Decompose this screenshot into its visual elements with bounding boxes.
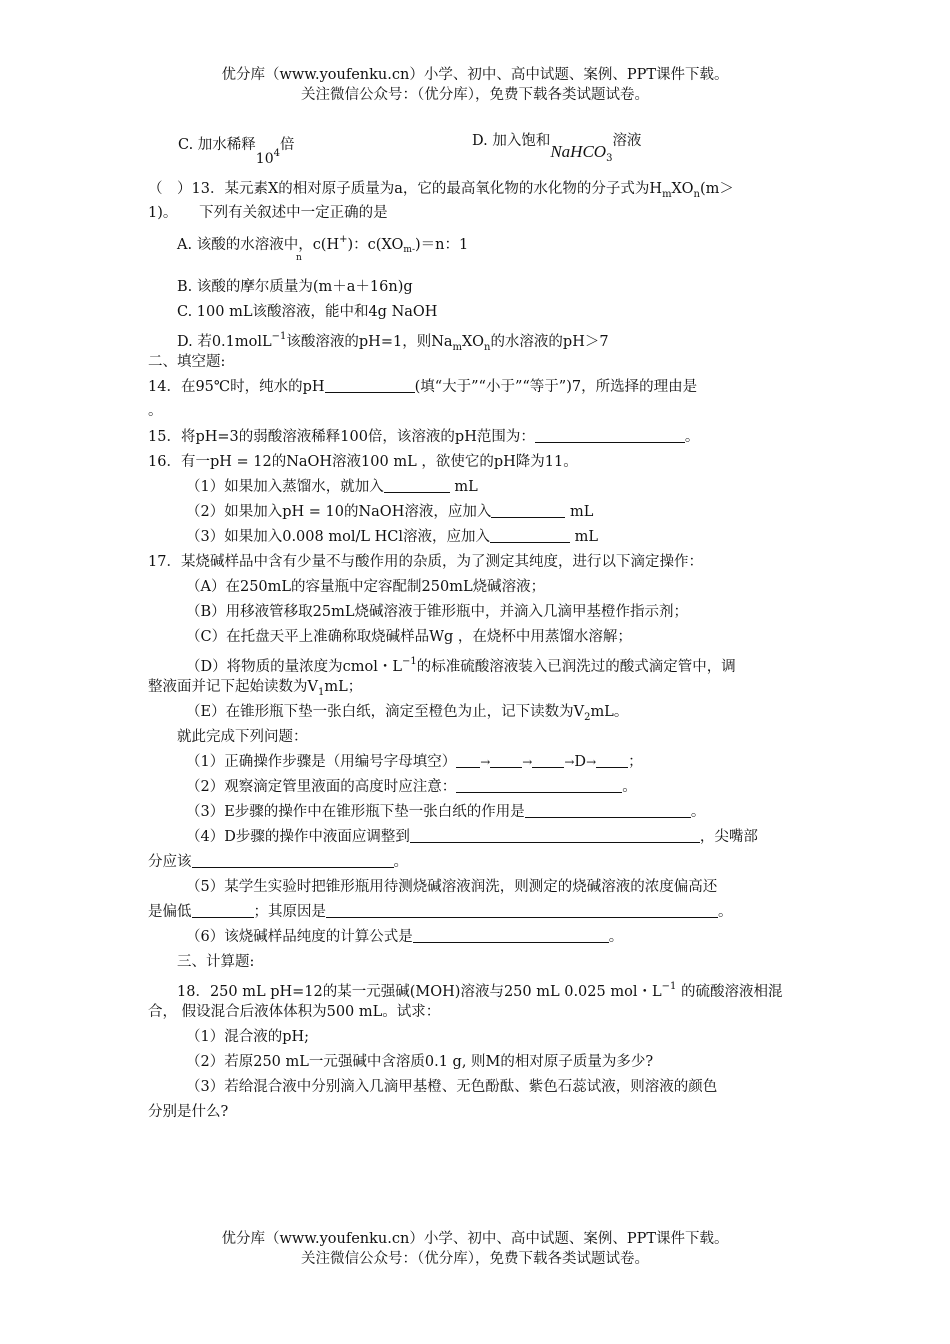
q17-part-5-text: 是偏低 xyxy=(148,904,192,920)
q13-option-d-end: 的水溶液的pH＞7 xyxy=(490,334,609,350)
q18-stem-line-1 xyxy=(177,977,782,1002)
footer-line-2: 关注微信公众号：（优分库），免费下载各类试题试卷。 xyxy=(301,1251,649,1267)
q17-step-d-text: （D）将物质的量浓度为cmol・L xyxy=(186,659,402,675)
q17-part-5-line-1: （5）某学生实验时把锥形瓶用待测烧碱溶液润洗，则测定的烧碱溶液的浓度偏高还 xyxy=(186,879,718,895)
q15-answer-blank[interactable] xyxy=(535,428,685,443)
header-line-2: 关注微信公众号：（优分库），免费下载各类试题试卷。 xyxy=(301,87,649,103)
q14-line-2: 。 xyxy=(148,403,163,419)
q17-part-2 xyxy=(186,777,637,797)
q17-part-5-blank-2[interactable] xyxy=(326,903,718,918)
q13-stem-line-2: 1)。 下列有关叙述中一定正确的是 xyxy=(148,205,388,221)
q14-suffix: (填“大于”“小于”“等于”)7，所选择的理由是 xyxy=(414,379,698,395)
q17-step-d-unit: mL； xyxy=(324,679,363,695)
q17-part-1-step-d: D xyxy=(574,754,587,770)
q13-stem-text: （ ）13．某元素X的相对原子质量为a，它的最高氧化物的水化物的分子式为H xyxy=(148,181,663,197)
q13-option-a xyxy=(177,230,468,260)
q17-step-d-line-2 xyxy=(148,677,362,703)
q17-part-4-end: 。 xyxy=(393,854,408,870)
q18-stem-suffix: 的硫酸溶液相混 xyxy=(680,984,783,1000)
q17-part-5-line-2 xyxy=(148,902,733,922)
q17-step-b: （B）用移液管移取25mL烧碱溶液于锥形瓶中，并滴入几滴甲基橙作指示剂； xyxy=(186,604,688,620)
subscript-n: n xyxy=(483,342,491,353)
q17-step-e xyxy=(186,702,628,728)
q17-step-a: （A）在250mL的容量瓶中定容配制250mL烧碱溶液； xyxy=(186,579,546,595)
q17-step-e-unit: mL。 xyxy=(590,704,629,720)
q17-part-6-text: （6）该烧碱样品纯度的计算公式是 xyxy=(186,929,413,945)
q12-option-c-text: C. 加水稀释 xyxy=(178,137,256,153)
superscript: −1 xyxy=(271,331,287,342)
subscript-2: 2 xyxy=(584,712,591,723)
q17-part-1-text: （1）正确操作步骤是（用编号字母填空） xyxy=(186,754,457,770)
footer-line-1: 优分库（www.youfenku.cn）小学、初中、高中试题、案例、PPT课件下载。 xyxy=(221,1231,729,1247)
q17-part-2-text: （2）观察滴定管里液面的高度时应注意： xyxy=(186,779,457,795)
q16-part-2 xyxy=(186,502,593,522)
q17-part-1-blank-2[interactable] xyxy=(490,753,522,768)
q18-stem-line-2: 合， 假设混合后液体体积为500 mL。试求： xyxy=(148,1004,441,1020)
q17-part-5-blank-1[interactable] xyxy=(192,903,254,918)
q13-option-a-sub-n: n xyxy=(296,253,302,263)
q16-stem: 16．有一pH = 12的NaOH溶液100 mL ，欲使它的pH降为11。 xyxy=(148,454,578,470)
q13-option-b: B. 该酸的摩尔质量为(m＋a＋16n)g xyxy=(177,279,413,295)
q12-option-c xyxy=(178,130,295,167)
formula-text: NaHCO xyxy=(550,142,607,161)
q16-part-2-text: （2）如果加入pH = 10的NaOH溶液，应加入 xyxy=(186,504,492,520)
section-2-title: 二、填空题: xyxy=(148,354,226,370)
q17-part-6-blank[interactable] xyxy=(413,928,609,943)
arrow-icon: → xyxy=(586,755,597,769)
formula-subscript: 3 xyxy=(606,153,613,164)
q17-part-4-line-2 xyxy=(148,852,408,872)
q18-part-3-line-1: （3）若给混合液中分别滴入几滴甲基橙、无色酚酞、紫色石蕊试液，则溶液的颜色 xyxy=(186,1079,718,1095)
q14-answer-blank[interactable] xyxy=(325,378,415,393)
q17-part-6 xyxy=(186,927,623,947)
q17-step-d-suffix: 的标准硫酸溶液装入已润洗过的酸式滴定管中，调 xyxy=(416,659,736,675)
arrow-icon: → xyxy=(564,755,575,769)
q16-part-1-text: （1）如果加入蒸馏水，就加入 xyxy=(186,479,384,495)
q17-part-4-cont: 分应该 xyxy=(148,854,192,870)
q13-stem-end: (m＞ xyxy=(699,181,734,197)
q17-step-d-cont: 整液面并记下起始读数为V xyxy=(148,679,318,695)
subscript-m: m xyxy=(662,189,672,200)
q16-part-3-blank[interactable] xyxy=(490,528,570,543)
q12-option-d xyxy=(472,130,642,164)
q12-option-d-text: D. 加入饱和 xyxy=(472,133,551,149)
q17-part-4-text: （4）D步骤的操作中液面应调整到 xyxy=(186,829,410,845)
q17-part-5-mid: ；其原因是 xyxy=(253,904,326,920)
q16-part-3-unit: mL xyxy=(574,529,598,545)
header-line-1: 优分库（www.youfenku.cn）小学、初中、高中试题、案例、PPT课件下载。 xyxy=(221,67,729,83)
q16-part-2-blank[interactable] xyxy=(491,503,565,518)
q16-part-3-text: （3）如果加入0.008 mol/L HCl溶液，应加入 xyxy=(186,529,490,545)
q13-option-a-mid: )：c(XO xyxy=(347,237,404,253)
q16-part-1-unit: mL xyxy=(454,479,478,495)
q15-suffix: 。 xyxy=(684,429,700,445)
q17-part-3 xyxy=(186,802,705,822)
q13-option-d xyxy=(177,327,609,358)
q15-line xyxy=(148,427,699,447)
q13-option-d-text: D. 若0.1molL xyxy=(177,334,272,350)
q13-stem-xo: XO xyxy=(671,181,694,197)
superscript: −1 xyxy=(402,656,417,667)
q18-part-1: （1）混合液的pH; xyxy=(186,1029,310,1045)
q12-option-d-formula xyxy=(550,142,612,169)
q17-part-1-end: ； xyxy=(628,754,643,770)
q15-text: 15．将pH=3的弱酸溶液稀释100倍，该溶液的pH范围为： xyxy=(148,429,535,445)
superscript: −1 xyxy=(661,981,677,992)
q16-part-3 xyxy=(186,527,598,547)
q12-option-d-suffix: 溶液 xyxy=(612,133,642,149)
q17-part-3-text: （3）E步骤的操作中在锥形瓶下垫一张白纸的作用是 xyxy=(186,804,525,820)
q17-part-4-blank-2[interactable] xyxy=(192,853,394,868)
q17-intro: 就此完成下列问题： xyxy=(177,729,308,745)
q13-option-a-end: )＝n：1 xyxy=(414,237,469,253)
q17-stem: 17．某烧碱样品中含有少量不与酸作用的杂质，为了测定其纯度，进行以下滴定操作： xyxy=(148,554,703,570)
q13-stem-line-1 xyxy=(148,179,734,205)
section-3-title: 三、计算题: xyxy=(177,954,255,970)
q17-part-1-blank-3[interactable] xyxy=(532,753,564,768)
q17-part-2-end: 。 xyxy=(622,779,637,795)
q17-part-1 xyxy=(186,752,643,772)
q17-part-4-line-1 xyxy=(186,827,758,847)
subscript-1: 1 xyxy=(317,687,325,698)
q13-option-c: C. 100 mL该酸溶液，能中和4g NaOH xyxy=(177,304,438,320)
q17-part-4-blank-1[interactable] xyxy=(410,828,700,843)
q17-part-3-blank[interactable] xyxy=(525,803,691,818)
q18-part-2: （2）若原250 mL一元强碱中含溶质0.1 g, 则M的相对原子质量为多少? xyxy=(186,1054,654,1070)
power-exponent: 4 xyxy=(273,148,280,159)
q13-option-a-text: A. 该酸的水溶液中，c(H xyxy=(177,237,340,253)
q16-part-2-unit: mL xyxy=(569,504,594,520)
arrow-icon: → xyxy=(480,755,491,769)
q16-part-1 xyxy=(186,477,478,497)
q17-part-6-end: 。 xyxy=(608,929,624,945)
q17-part-1-blank-1[interactable] xyxy=(456,753,480,768)
q13-option-d-xo: XO xyxy=(462,334,484,350)
q17-step-e-text: （E）在锥形瓶下垫一张白纸，滴定至橙色为止，记下读数为V xyxy=(186,704,585,720)
power-base: 10 xyxy=(255,151,274,167)
ion-charge: m- xyxy=(403,245,415,255)
superscript-plus: + xyxy=(339,234,348,245)
q18-part-3-line-2: 分别是什么? xyxy=(148,1104,229,1120)
q17-part-1-blank-4[interactable] xyxy=(596,753,628,768)
q14-line-1 xyxy=(148,377,697,397)
q14-text: 14．在95℃时，纯水的pH xyxy=(148,379,325,395)
arrow-icon: → xyxy=(522,755,533,769)
q17-part-5-end: 。 xyxy=(718,904,733,920)
q12-option-c-suffix: 倍 xyxy=(280,137,295,153)
q13-option-d-mid: 该酸溶液的pH=1，则Na xyxy=(286,334,453,350)
q17-part-2-blank[interactable] xyxy=(456,778,622,793)
q17-step-d-line-1 xyxy=(186,652,736,677)
q16-part-1-blank[interactable] xyxy=(384,478,450,493)
q17-part-3-end: 。 xyxy=(690,804,706,820)
q18-stem-text: 18．250 mL pH=12的某一元强碱(MOH)溶液与250 mL 0.025 mol・L xyxy=(177,984,662,1000)
subscript-m: m xyxy=(452,342,463,353)
q17-part-4-suffix: ，尖嘴部 xyxy=(699,829,758,845)
subscript-n: n xyxy=(693,189,700,200)
q17-step-c: （C）在托盘天平上准确称取烧碱样品Wg ，在烧杯中用蒸馏水溶解； xyxy=(186,629,632,645)
q12-option-c-power xyxy=(256,144,280,169)
